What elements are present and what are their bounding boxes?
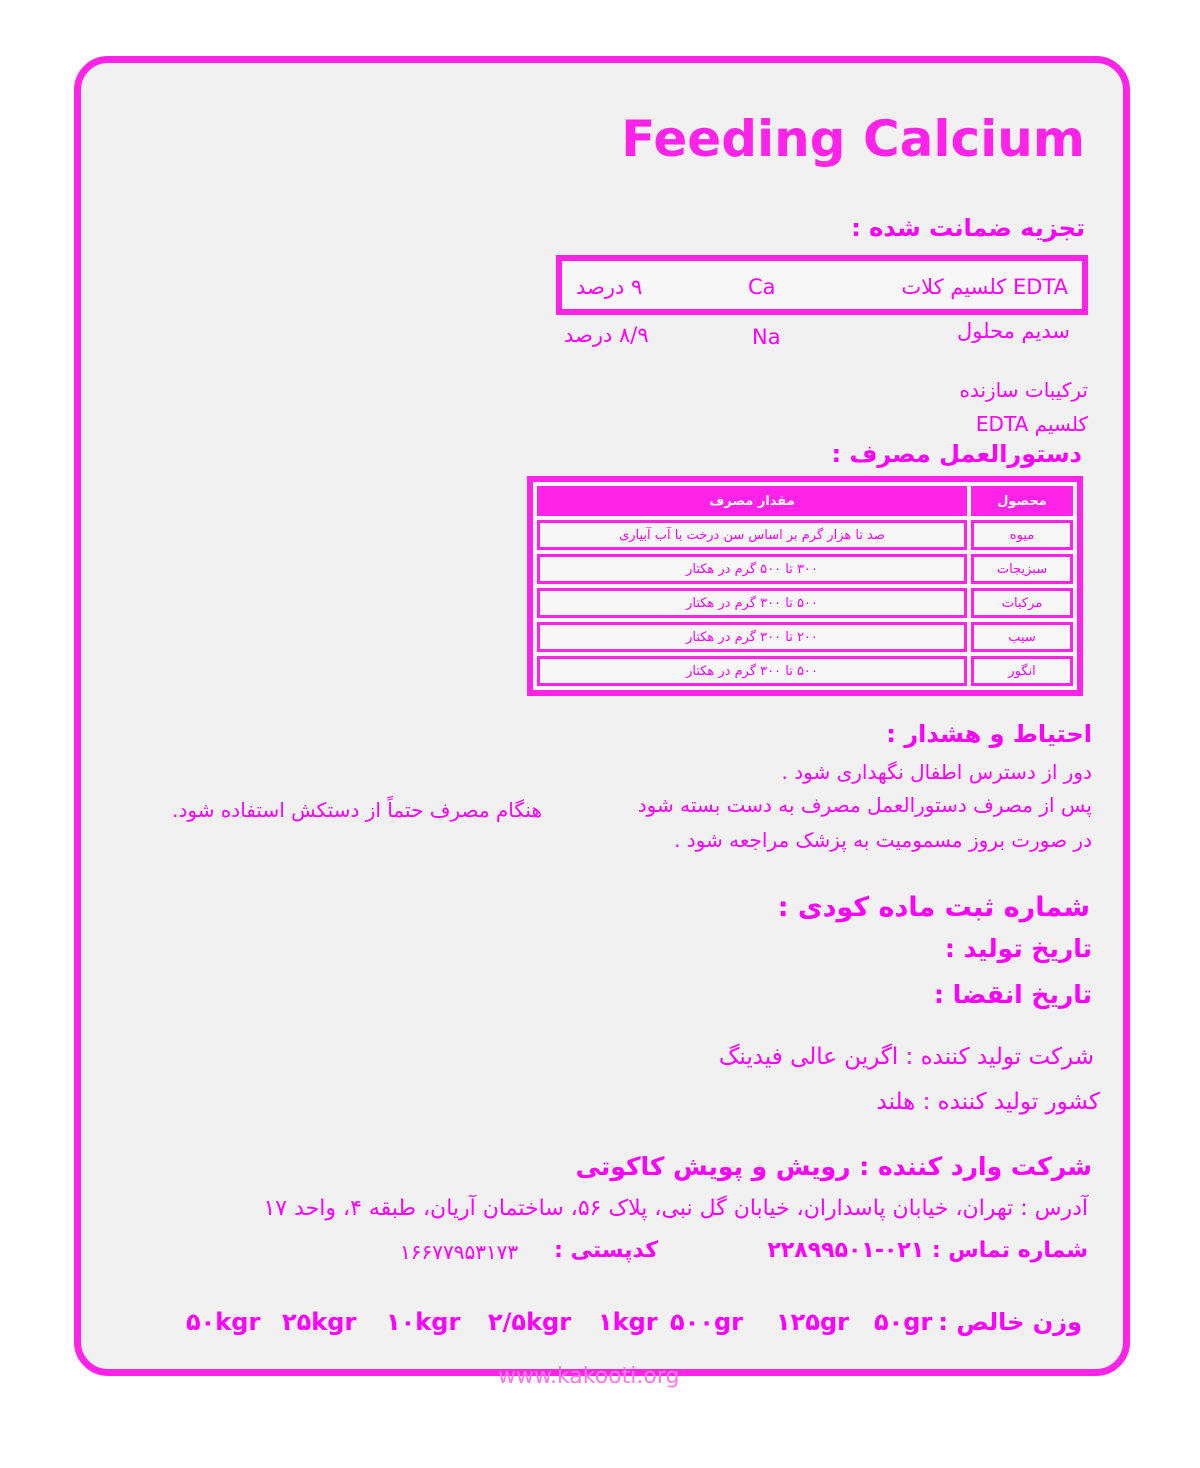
weight-size: ۱۰kgr (386, 1308, 461, 1336)
table-row (537, 520, 1073, 550)
table-row (537, 622, 1073, 652)
expiry-date: تاریخ انقضا : (934, 980, 1092, 1009)
row-amount: صد تا هزار گرم بر اساس سن درخت با آب آبیاری (537, 520, 967, 550)
manufacturer-company: شرکت تولید کننده : اگرین عالی فیدینگ (718, 1044, 1094, 1070)
table-row (537, 656, 1073, 686)
row-crop: انگور (971, 656, 1073, 686)
row-crop: میوه (971, 520, 1073, 550)
net-weight-row (0, 1308, 1200, 1348)
sodium-analysis-row (556, 315, 1088, 359)
warning-line: دور از دسترس اطفال نگهداری شود . (781, 760, 1092, 784)
table-header-row (537, 486, 1073, 516)
row-amount: ۳۰۰ تا ۵۰۰ گرم در هکتار (537, 554, 967, 584)
sodium-name: سدیم محلول (957, 319, 1070, 343)
registration-number: شماره ثبت ماده کودی : (777, 892, 1090, 923)
calcium-analysis-row (556, 255, 1088, 315)
row-crop: سبزیجات (971, 554, 1073, 584)
importer-phone: شماره تماس : ۰۲۱-۲۲۸۹۹۵۰۱ (767, 1238, 1088, 1263)
warnings-heading: احتیاط و هشدار : (886, 720, 1092, 748)
calcium-amount: ۹ درصد (576, 275, 643, 299)
dosage-heading: دستورالعمل مصرف : (831, 440, 1082, 468)
ingredient-item: کلسیم EDTA (975, 412, 1088, 436)
sodium-amount: ۸/۹ درصد (564, 323, 649, 347)
weight-size: ۱kgr (598, 1308, 658, 1336)
guaranteed-analysis-heading: تجزیه ضمانت شده : (851, 214, 1085, 242)
importer-company: شرکت وارد کننده : رویش و پویش کاکوتی (575, 1152, 1092, 1181)
product-title: Feeding Calcium (621, 110, 1085, 168)
weight-size: ۲/۵kgr (488, 1308, 572, 1336)
header-amount: مقدار مصرف (537, 486, 967, 516)
warning-side-note: هنگام مصرف حتماً از دستکش استفاده شود. (172, 798, 542, 822)
row-amount: ۵۰۰ تا ۳۰۰ گرم در هکتار (537, 656, 967, 686)
weight-size: ۵۰gr (874, 1308, 933, 1336)
table-row (537, 554, 1073, 584)
table-row (537, 588, 1073, 618)
warning-line: در صورت بروز مسمومیت به پزشک مراجعه شود . (674, 828, 1092, 852)
row-amount: ۵۰۰ تا ۳۰۰ گرم در هکتار (537, 588, 967, 618)
ingredients-heading: ترکیبات سازنده (959, 378, 1088, 402)
sodium-symbol: Na (752, 325, 781, 349)
weight-size: ۵۰kgr (186, 1308, 261, 1336)
row-crop: مرکبات (971, 588, 1073, 618)
calcium-name: کلسیم کلات EDTA (901, 275, 1068, 299)
production-date: تاریخ تولید : (944, 934, 1092, 963)
postal-code-value: ۱۶۶۷۷۹۵۳۱۷۳ (400, 1240, 519, 1264)
row-amount: ۲۰۰ تا ۳۰۰ گرم در هکتار (537, 622, 967, 652)
importer-address: آدرس : تهران، خیابان پاسداران، خیابان گل نبی، پلاک ۵۶، ساختمان آریان، طبقه ۴، واحد ۱۷ (263, 1196, 1088, 1221)
dosage-table (527, 476, 1083, 696)
postal-code-label: کدپستی : (554, 1238, 658, 1263)
weight-size: ۱۲۵gr (776, 1308, 849, 1336)
row-crop: سیب (971, 622, 1073, 652)
weight-size: ۵۰۰gr (670, 1308, 743, 1336)
net-weight-label: وزن خالص : (938, 1308, 1082, 1336)
header-crop: محصول (971, 486, 1073, 516)
weight-size: ۲۵kgr (282, 1308, 357, 1336)
manufacturer-country: کشور تولید کننده : هلند (876, 1089, 1100, 1115)
warning-line: پس از مصرف دستورالعمل مصرف به دست بسته شود (637, 793, 1092, 817)
calcium-symbol: Ca (748, 275, 776, 299)
website-link[interactable]: www.kakooti.org (498, 1364, 680, 1389)
